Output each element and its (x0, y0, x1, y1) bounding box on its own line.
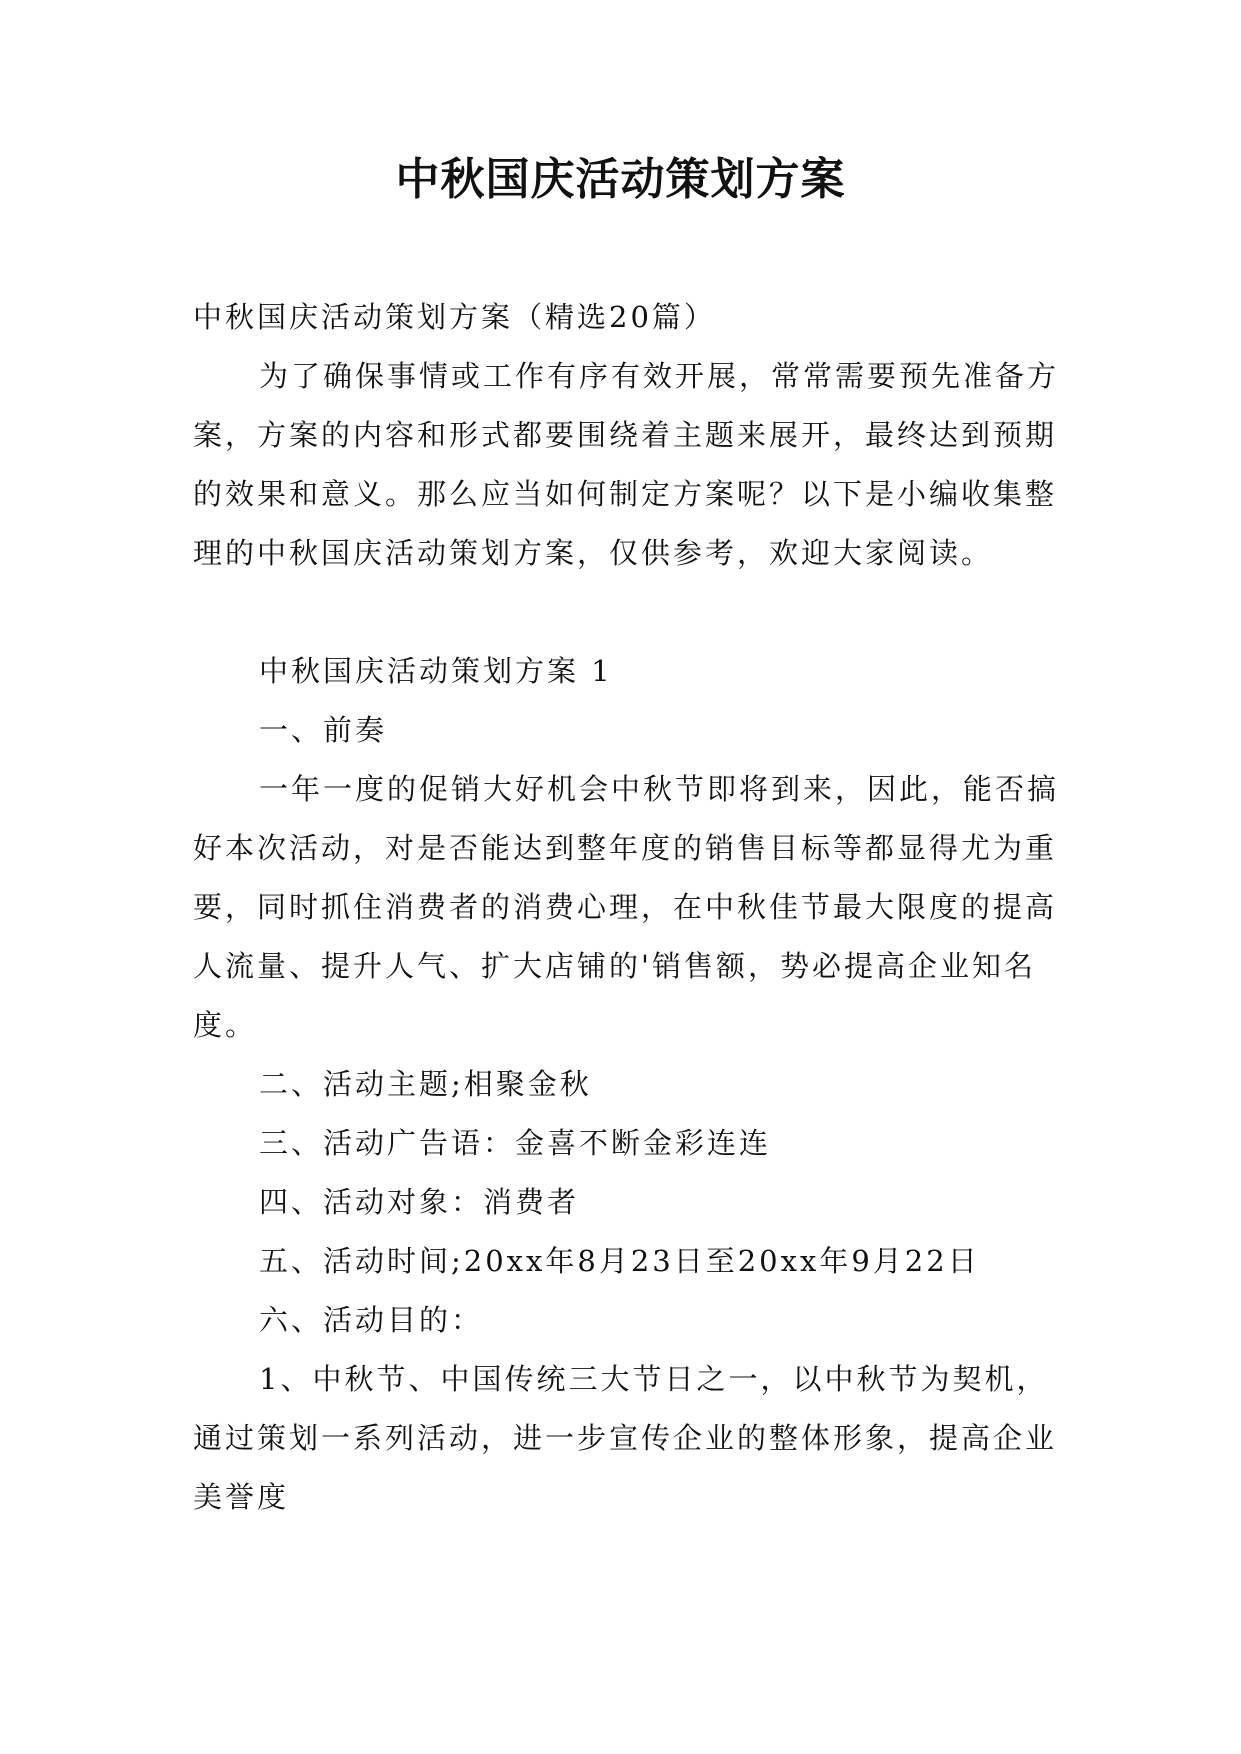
document-subtitle: 中秋国庆活动策划方案（精选20篇） (193, 300, 716, 334)
activity-audience: 四、活动对象：消费者 (259, 1185, 580, 1219)
prelude-paragraph: 一年一度的促销大好机会中秋节即将到来，因此，能否搞好本次活动，对是否能达到整年度的销售目标等都显得尤为重要，同时抓住消费者的消费心理，在中秋佳节最大限度的提高人流量、提升人气、扩大店铺的'销售额，势必提高企业知名度。 (193, 772, 1060, 1042)
activity-theme: 二、活动主题;相聚金秋 (259, 1067, 592, 1101)
intro-paragraph: 为了确保事情或工作有序有效开展，常常需要预先准备方案，方案的内容和形式都要围绕着主题来展开，最终达到预期的效果和意义。那么应当如何制定方案呢？以下是小编收集整理的中秋国庆活动策划方案，仅供参考，欢迎大家阅读。 (193, 359, 1060, 570)
activity-slogan: 三、活动广告语：金喜不断金彩连连 (259, 1126, 772, 1160)
heading-prelude: 一、前奏 (259, 713, 388, 747)
activity-purpose-item-1: 1、中秋节、中国传统三大节日之一，以中秋节为契机，通过策划一系列活动，进一步宣传企业的整体形象，提高企业美誉度 (193, 1362, 1058, 1514)
activity-time: 五、活动时间;20xx年8月23日至20xx年9月22日 (259, 1244, 980, 1278)
document-body (193, 288, 1073, 1527)
activity-purpose-heading: 六、活动目的： (259, 1303, 484, 1337)
section-title: 中秋国庆活动策划方案 1 (259, 654, 613, 688)
paragraph-gap (193, 583, 1073, 642)
document-title: 中秋国庆活动策划方案 (395, 154, 846, 205)
